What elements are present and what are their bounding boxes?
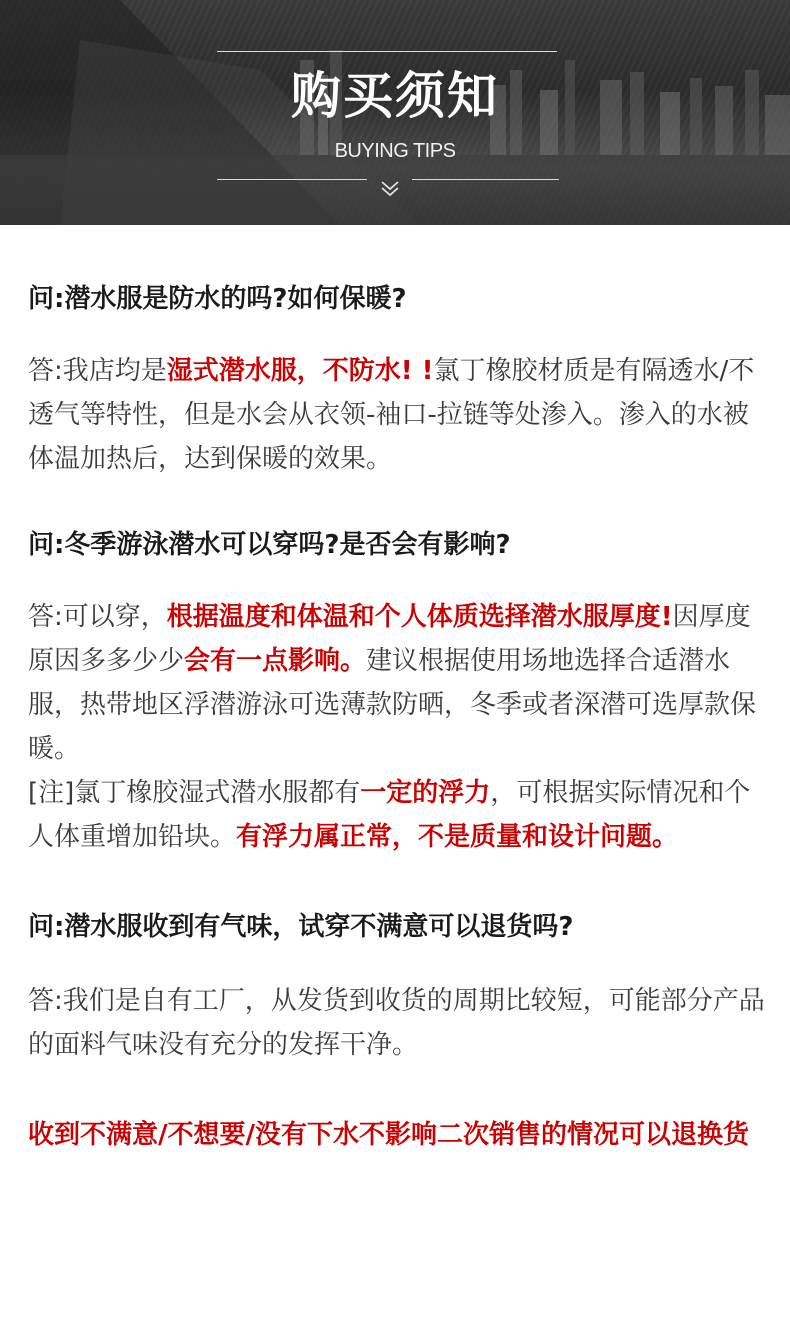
banner-title: 购买须知 bbox=[291, 67, 499, 125]
answer-highlight: 会有一点影响。 bbox=[184, 646, 367, 676]
banner-top-rule bbox=[217, 51, 557, 52]
faq-answer bbox=[28, 979, 773, 1067]
faq-question: 问:潜水服收到有气味，试穿不满意可以退货吗? bbox=[28, 912, 574, 942]
note-text: ，可根据实际情况和个人体重增加铅块。 bbox=[28, 778, 751, 852]
note-text: [注]氯丁橡胶湿式潜水服都有 bbox=[28, 778, 361, 808]
answer-text: 答:可以穿， bbox=[28, 602, 167, 632]
answer-text: 答:我们是自有工厂，从发货到收货的周期比较短，可能部分产品的面料气味没有充分的发挥干净。 bbox=[28, 986, 765, 1060]
answer-text: 因厚度原因多多少少 bbox=[28, 602, 751, 676]
banner-bottom-rule-right bbox=[412, 179, 559, 180]
note-highlight: 有浮力属正常，不是质量和设计问题。 bbox=[236, 822, 679, 852]
answer-text: 建议根据使用场地选择合适潜水服，热带地区浮潜游泳可选薄款防晒，冬季或者深潜可选厚款保暖。 bbox=[28, 646, 757, 764]
double-chevron-down-icon bbox=[376, 177, 404, 199]
answer-highlight: 湿式潜水服，不防水! ! bbox=[166, 356, 434, 386]
answer-text: 答:我店均是 bbox=[28, 356, 167, 386]
faq-answer bbox=[28, 349, 773, 481]
banner-subtitle: BUYING TIPS bbox=[334, 140, 456, 162]
return-policy-note: 收到不满意/不想要/没有下水不影响二次销售的情况可以退换货 bbox=[28, 1120, 749, 1150]
banner-bottom-rule-left bbox=[217, 179, 367, 180]
faq-answer bbox=[28, 595, 773, 771]
faq-note bbox=[28, 771, 773, 859]
faq-question: 问:冬季游泳潜水可以穿吗?是否会有影响? bbox=[28, 530, 511, 560]
answer-text: 氯丁橡胶材质是有隔透水/不透气等特性，但是水会从衣领-袖口-拉链等处渗入。渗入的水被体温加热后，达到保暖的效果。 bbox=[28, 356, 755, 474]
note-highlight: 一定的浮力 bbox=[360, 778, 491, 808]
faq-question: 问:潜水服是防水的吗?如何保暖? bbox=[28, 284, 407, 314]
header-banner bbox=[0, 0, 790, 225]
faq-content bbox=[28, 225, 773, 1157]
answer-highlight: 根据温度和体温和个人体质选择潜水服厚度! bbox=[166, 602, 673, 632]
